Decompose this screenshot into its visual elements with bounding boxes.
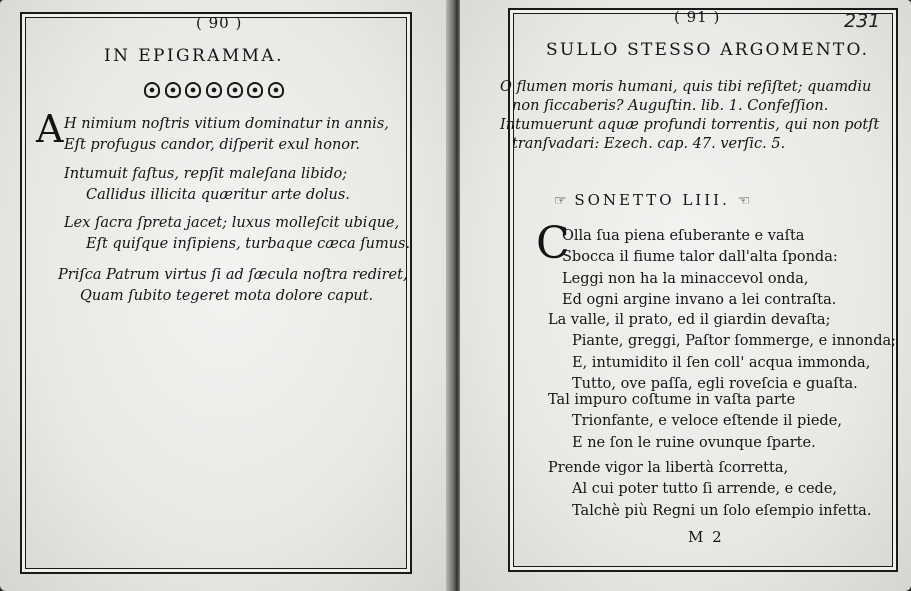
stanza — [548, 310, 896, 395]
page-number: ( 91 ) — [674, 8, 721, 26]
verse-line: Callidus illicita quæritur arte dolus. — [86, 187, 350, 203]
verse-line: E ne ſon le ruine ovunque ſparte. — [572, 434, 816, 451]
right-page — [460, 0, 911, 591]
pointing-hand-icon: ☜ — [737, 193, 751, 209]
epigraph-line: tranſvadari: Ezech. cap. 47. verſic. 5. — [512, 136, 786, 152]
handwritten-folio-number: 231 — [844, 10, 881, 32]
verse-line: H nimium noſtris vitium dominatur in annis, — [64, 116, 389, 132]
stanza — [64, 114, 389, 156]
epigraph-line: O flumen moris humani, quis tibi reſiſtet; quamdiu — [500, 79, 872, 95]
verse-line: Tutto, ove paſſa, egli roveſcia e guaſta. — [572, 375, 858, 392]
verse-line: Intumuit faſtus, repſit maleſana libido; — [64, 166, 348, 182]
signature-mark: M 2 — [688, 528, 724, 546]
pointing-hand-icon: ☞ — [554, 193, 567, 209]
epigraph — [500, 78, 879, 154]
verse-line: Al cui poter tutto ſi arrende, e cede, — [572, 481, 838, 498]
drop-cap: C — [536, 218, 570, 269]
verse-line: Ed ogni argine invano a lei contraſta. — [562, 291, 837, 308]
epigraph-line: Intumuerunt aquæ profundi torrentis, qui non potſt — [500, 117, 880, 133]
verse-line: Eſt profugus candor, diſperit exul honor. — [64, 137, 360, 153]
stanza — [64, 164, 350, 206]
verse-line: Lex ſacra ſpreta jacet; luxus molleſcit ubique, — [64, 215, 400, 231]
verse-line: Tal impuro coſtume in vaſta parte — [548, 392, 796, 408]
verse-line: Olla ſua piena eſuberante e vaſta — [562, 228, 805, 244]
page-title: SULLO STESSO ARGOMENTO. — [546, 40, 870, 60]
verse-line: Trionfante, e veloce eſtende il piede, — [572, 413, 842, 430]
sonnet-title: SONETTO LIII. — [574, 191, 730, 209]
page-number: ( 90 ) — [196, 14, 243, 32]
verse-line: La valle, il prato, ed il giardin devaſta; — [548, 312, 831, 328]
page-title: IN EPIGRAMMA. — [104, 46, 284, 66]
stanza — [58, 265, 408, 307]
sonnet-heading — [554, 191, 750, 209]
stanza — [562, 226, 838, 311]
stanza — [548, 458, 871, 522]
verse-line: Talchè più Regni un ſolo eſempio infetta. — [572, 502, 872, 519]
verse-line: Sbocca il fiume talor dall'alta ſponda: — [562, 249, 838, 266]
printer-ornament — [144, 82, 284, 100]
left-page — [0, 0, 452, 591]
verse-line: Leggi non ha la minaccevol onda, — [562, 270, 809, 287]
verse-line: Piante, greggi, Paſtor ſommerge, e innonda; — [572, 333, 897, 350]
verse-line: Priſca Patrum virtus ſi ad ſæcula noſtra rediret, — [58, 267, 408, 283]
verse-line: E, intumidito il ſen coll' acqua immonda, — [572, 354, 871, 371]
verse-line: Prende vigor la libertà ſcorretta, — [548, 460, 789, 476]
stanza — [548, 390, 842, 454]
epigraph-line: non ſiccaberis? Auguſtin. lib. 1. Confeſſion. — [512, 98, 829, 114]
drop-cap: A — [36, 107, 64, 151]
verse-line: Eſt quiſque inſipiens, turbaque cæca ſumus. — [86, 236, 411, 252]
stanza — [64, 213, 410, 255]
verse-line: Quam ſubito tegeret mota dolore caput. — [80, 288, 374, 304]
